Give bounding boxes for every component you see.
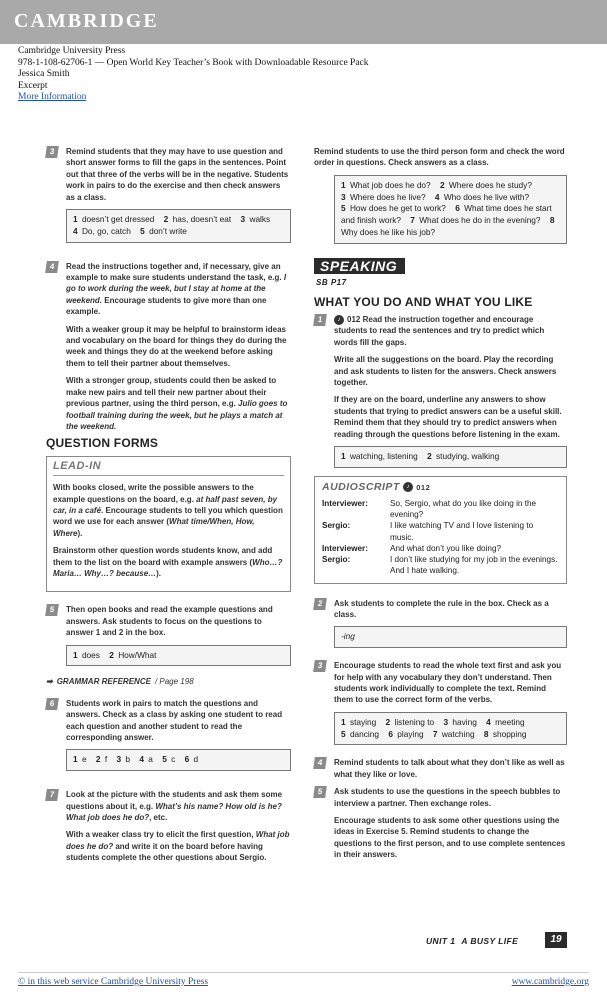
answer-box: -ing	[334, 626, 567, 648]
speaking-exercise-3	[314, 660, 567, 706]
audio-icon: ♪	[334, 315, 344, 325]
copyright-link[interactable]: © in this web service Cambridge University Press	[18, 977, 209, 987]
step-number: 7	[45, 789, 59, 801]
step-text: Ask students to use the questions in the speech bubbles to interview a partner. Then exchange roles.	[334, 787, 561, 808]
intro-text: Remind students to use the third person form and check the word order in questions. Check answers as a class.	[314, 147, 565, 168]
more-information-link[interactable]: More Information	[18, 92, 87, 103]
speaking-exercise-2	[314, 598, 567, 621]
section-heading: QUESTION FORMS	[46, 436, 159, 451]
track-number: 012	[347, 315, 361, 325]
answer-box: 1 e 2 f 3 b 4 a 5 c 6 d	[66, 749, 291, 771]
step-number: 4	[313, 757, 327, 769]
script-line: Sergio: I like watching TV and I love listening to music.	[322, 521, 534, 542]
step-text: With a weaker class try to elicit the first question, What job does he do? and write it on the board before having students complete the other questions about Sergio.	[66, 830, 290, 863]
exercise-3	[46, 146, 291, 203]
right-column	[314, 146, 567, 867]
answer-box: 1 does 2 How/What	[66, 645, 291, 667]
step-number: 3	[45, 146, 59, 158]
step-number: 3	[313, 660, 327, 672]
audioscript-box	[314, 476, 567, 584]
lead-in-title: LEAD-IN	[53, 461, 284, 476]
answer-box: 1 staying 2 listening to 3 having 4 meeting 5 dancing 6 playing 7 watching 8 shopping	[334, 712, 567, 746]
step-text: With a weaker group it may be helpful to brainstorm ideas and vocabulary on the board for things they do during the week and things they do at the weekend before asking them to tell their partner about themselves.	[66, 324, 287, 368]
speaking-exercise-4	[314, 757, 567, 780]
step-text: Then open books and read the example questions and answers. Ask students to focus on the questions to answer 1 and 2 in the box.	[66, 605, 273, 638]
lead-in-text: Brainstorm other question words students know, and add them to the list on the board with example answers (Who…? Maria… Why…? because…).	[53, 546, 283, 578]
script-line: Sergio: I don’t like studying for my job in the evenings. And I hate walking.	[322, 555, 558, 576]
speaking-exercise-1: 1 ♪ 012 Read the instruction together and encourage students to read the sentences and try to predict which words fill the gaps. Write all the suggestions on the board. Play the recording and ask students to listen for the answers. Check answers together. If they are on the board, underline any answers to show students that trying to predict answers can be a useful skill. Remind them that they should try to predict answers when reading through the questions before listening in the exam.	[314, 314, 567, 440]
step-text: Read the instructions together and, if necessary, give an example to make sure students understand the task, e.g. I go to work during the week, but I stay at home at the weekend. Encourage students to give more than one example.	[66, 261, 287, 317]
top-banner	[0, 0, 607, 44]
arrow-icon: ➡	[46, 677, 53, 687]
cambridge-logo: CAMBRIDGE	[14, 10, 159, 32]
step-text: Ask students to complete the rule in the box. Check as a class.	[334, 598, 549, 619]
student-book-page: SB P17	[316, 278, 347, 288]
step-number: 5	[45, 604, 59, 616]
lead-in-text: With books closed, write the possible answers to the example questions on the board, e.g. at half past seven, by car, in a café. Encourage students to tell you which question word we use for each answer (What time/When, How, Where).	[53, 483, 283, 538]
script-line: Interviewer: And what don’t you like doing?	[322, 543, 502, 553]
step-text: Remind students to talk about what they don’t like as well as what they like or love.	[334, 758, 565, 779]
exercise-4	[46, 261, 291, 433]
excerpt-label: Excerpt	[18, 80, 48, 91]
footer-divider	[18, 972, 589, 973]
script-line: Interviewer: So, Sergio, what do you like doing in the evening?	[322, 499, 537, 520]
step-text: Remind students that they may have to use question and short answer forms to fill the gaps in the sentences. Point out that three of the verbs will be in the negative. Students work in pairs to do the exercise and then check answers as a class.	[66, 147, 289, 202]
answer-box: 1 watching, listening 2 studying, walking	[334, 446, 567, 468]
answer-box: 1 doesn’t get dressed 2 has, doesn’t eat 3 walks 4 Do, go, catch 5 don’t write	[66, 209, 291, 243]
section-heading: WHAT YOU DO AND WHAT YOU LIKE	[314, 294, 533, 309]
step-text: Write all the suggestions on the board. Play the recording and ask students to listen for the answers. Check answers together.	[334, 355, 557, 388]
step-text: If they are on the board, underline any answers to show students that trying to predict answers can be a useful skill. Remind them that they should try to predict answers when reading through the questions before listening in the exam.	[334, 395, 562, 439]
cambridge-site-link[interactable]: www.cambridge.org	[511, 977, 589, 987]
step-number: 4	[45, 261, 59, 273]
step-text: Look at the picture with the students and ask them some questions about it, e.g. What’s his name? How old is he? What job does he do?, etc.	[66, 790, 283, 823]
lead-in-box	[46, 456, 291, 593]
step-text: Encourage students to ask some other questions using the ideas in Exercise 5. Remind students to change the questions to the first person, and to use complete sentences in their answers.	[334, 815, 566, 860]
book-meta	[18, 46, 369, 104]
answer-box: 1 What job does he do? 2 Where does he study? 3 Where does he live? 4 Who does he live with? 5 How does he get to work? 6 What time does he start and finish work? 7 What does he do in the evening? 8 Why does he like his job?	[334, 175, 567, 244]
page-number: 19	[545, 932, 567, 948]
step-number: 2	[313, 598, 327, 610]
grammar-reference: ➡ GRAMMAR REFERENCE / Page 198	[46, 677, 194, 687]
step-text: Encourage students to read the whole text first and ask you for help with any vocabulary they don’t understand. Then students work individually to complete the text. Remind them to use the correct form of the verbs.	[334, 661, 562, 705]
exercise-7	[46, 789, 291, 863]
audio-icon: ♪	[403, 482, 413, 492]
step-text: With a stronger group, students could then be asked to make new pairs and tell their new partner about their previous partner, using the third person, e.g. Julio goes to football training during the week, but he plays a match at the weekend.	[66, 376, 288, 431]
step-number: 6	[45, 698, 59, 710]
publisher: Cambridge University Press	[18, 46, 126, 56]
author: Jessica Smith	[18, 69, 70, 80]
unit-footer: UNIT 1 A BUSY LIFE	[426, 936, 519, 946]
step-text: Students work in pairs to match the questions and answers. Check as a class by asking one student to read each question and another student to read the corresponding answer.	[66, 698, 283, 743]
step-number: 5	[313, 786, 327, 798]
step-number: 1	[313, 314, 327, 326]
speaking-banner: SPEAKING	[314, 258, 405, 274]
exercise-6	[46, 698, 291, 744]
speaking-exercise-5	[314, 786, 567, 860]
exercise-5	[46, 604, 291, 638]
audioscript-title: AUDIOSCRIPT ♪ 012	[322, 480, 431, 493]
left-column	[46, 146, 291, 870]
isbn-line: 978-1-108-62706-1 — Open World Key Teacher’s Book with Downloadable Resource Pack	[18, 57, 369, 68]
